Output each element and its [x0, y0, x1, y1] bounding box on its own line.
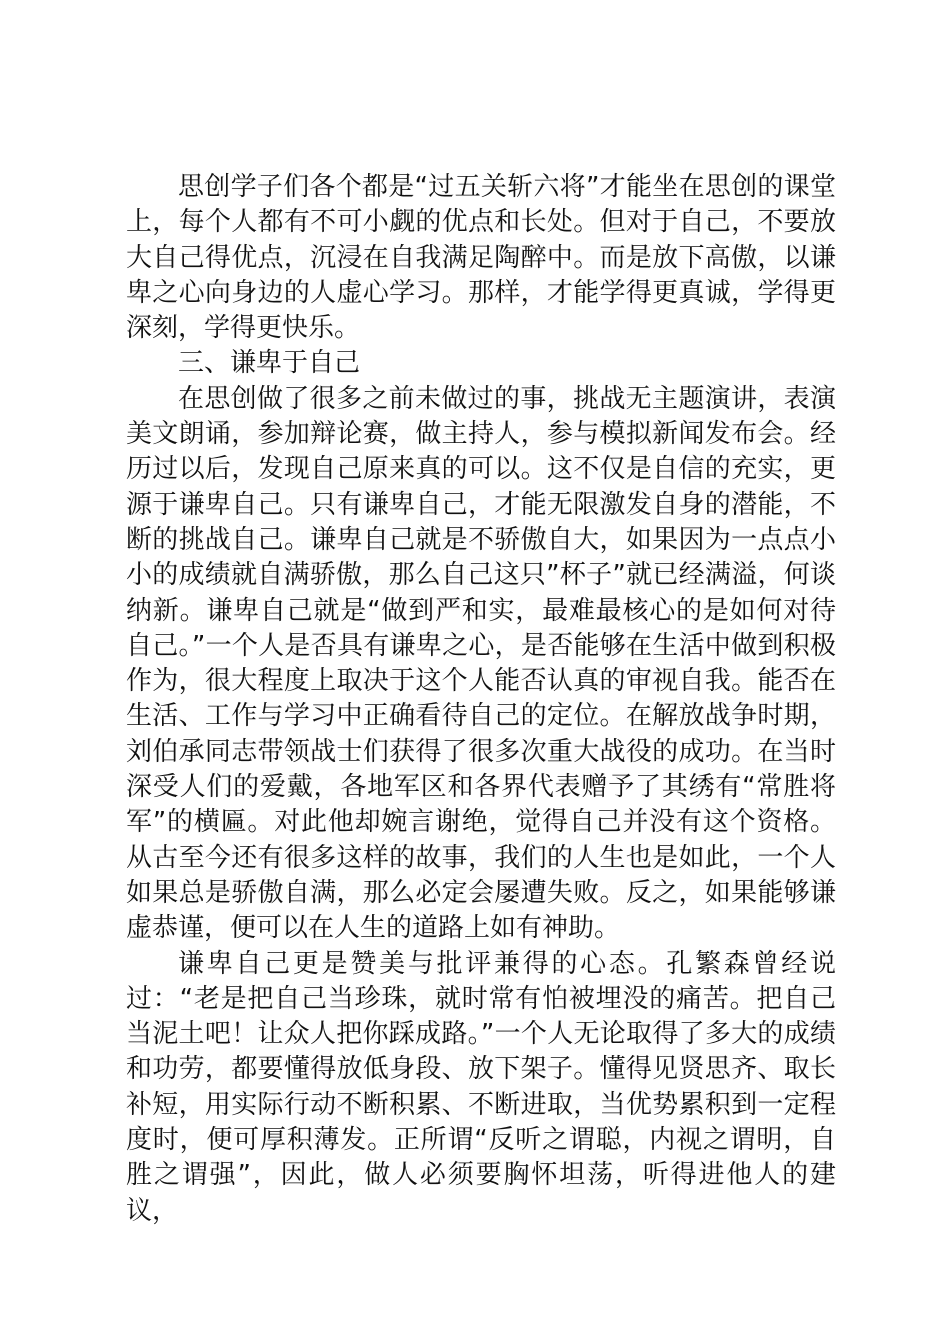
paragraph-praise-and-criticism: 谦卑自己更是赞美与批评兼得的心态。孔繁森曾经说过：“老是把自己当珍珠，就时常有怕被埋没的痛苦。把自己当泥土吧！让众人把你踩成路。”一个人无论取得了多大的成绩和功劳，都要懂得放低身段、放下架子。懂得见贤思齐、取长补短，用实际行动不断积累、不断进取，当优势累积到一定程度时，便可厚积薄发。正所谓“反听之谓聪，内视之谓明，自胜之谓强”，因此，做人必须要胸怀坦荡，听得进他人的建议，	[126, 948, 836, 1226]
document-body	[126, 170, 836, 1229]
paragraph-humility-to-others: 思创学子们各个都是“过五关斩六将”才能坐在思创的课堂上，每个人都有不可小觑的优点和长处。但对于自己，不要放大自己得优点，沉浸在自我满足陶醉中。而是放下高傲，以谦卑之心向身边的人虚心学习。那样，才能学得更真诚，学得更深刻，学得更快乐。	[126, 172, 836, 344]
paragraph-humility-to-self: 在思创做了很多之前未做过的事，挑战无主题演讲，表演美文朗诵，参加辩论赛，做主持人，参与模拟新闻发布会。经历过以后，发现自己原来真的可以。这不仅是自信的充实，更源于谦卑自己。只有谦卑自己，才能无限激发自身的潜能，不断的挑战自己。谦卑自己就是不骄傲自大，如果因为一点点小小的成绩就自满骄傲，那么自己这只”杯子”就已经满溢，何谈纳新。谦卑自己就是“做到严和实，最难最核心的是如何对待自己。”一个人是否具有谦卑之心，是否能够在生活中做到积极作为，很大程度上取决于这个人能否认真的审视自我。能否在生活、工作与学习中正确看待自己的定位。在解放战争时期，刘伯承同志带领战士们获得了很多次重大战役的成功。在当时深受人们的爱戴，各地军区和各界代表赠予了其绣有“常胜将军”的横匾。对此他却婉言谢绝，觉得自己并没有这个资格。从古至今还有很多这样的故事，我们的人生也是如此，一个人如果总是骄傲自满，那么必定会屡遭失败。反之，如果能够谦虚恭谨，便可以在人生的道路上如有神助。	[126, 383, 836, 944]
section-heading-humility-to-self: 三、谦卑于自己	[178, 348, 361, 379]
